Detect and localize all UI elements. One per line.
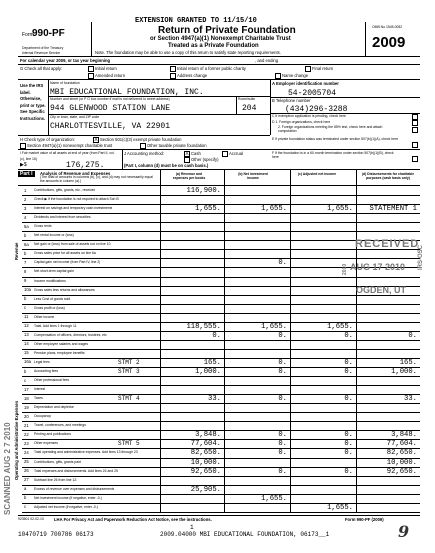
statement-ref: STMT 4 xyxy=(118,395,140,403)
ein-value[interactable]: 54-2005704 xyxy=(288,89,337,98)
cell-col-c[interactable]: 0. xyxy=(344,331,353,340)
form-label: Form xyxy=(22,32,34,38)
line-number: 3 xyxy=(24,205,27,211)
cell-col-a[interactable]: 118,555. xyxy=(186,322,221,331)
street-label: Number and street (or P O box number if mail is not delivered to street address) xyxy=(50,97,170,101)
section-501c3-label: Section 501(c)(3) exempt private foundation xyxy=(100,137,182,142)
name-label: Name of foundation xyxy=(50,81,80,85)
d1-foreign-label: D 1. Foreign organizations, check here xyxy=(272,120,331,124)
line-number: b xyxy=(24,232,27,238)
line-number: 22 xyxy=(24,431,29,437)
line-number: 14 xyxy=(24,341,29,347)
d1-foreign-checkbox[interactable] xyxy=(412,120,418,126)
cell-col-b[interactable]: 0. xyxy=(278,440,287,449)
line-label: Gross sales price for all assets on line 6a xyxy=(34,251,96,256)
cell-col-d[interactable]: 92,650. xyxy=(386,467,417,476)
line-number: b xyxy=(24,368,27,374)
line-number: 25 xyxy=(24,459,29,464)
room-suite[interactable]: 204 xyxy=(242,104,257,113)
line-label: Net rental income or (loss) xyxy=(34,233,74,238)
cell-col-c[interactable]: 0. xyxy=(344,368,353,376)
line-number: 12 xyxy=(24,323,29,329)
revenue-side-label: Revenue xyxy=(14,242,19,260)
cell-col-b[interactable]: 1,655. xyxy=(261,205,287,214)
line-label: Net gain or (loss) from sale of assets not on line 10 xyxy=(34,242,111,247)
accrual-checkbox[interactable] xyxy=(222,151,228,157)
other-method-label: Other (specify) xyxy=(191,157,219,162)
line-number: b xyxy=(24,296,27,302)
line-label: Travel, conferences, and meetings xyxy=(34,423,86,428)
line-number: c xyxy=(24,305,27,311)
c-exemption-label: C If exemption application is pending, check here xyxy=(272,114,346,118)
cell-col-b[interactable]: 0. xyxy=(278,331,287,340)
line-label: Adjusted net income (if negative, enter -0-) xyxy=(34,504,99,509)
line-label: Legal fees xyxy=(34,359,50,364)
line-number: 4 xyxy=(24,214,27,220)
col-d-header: (d) Disbursements for charitable purposes (cash basis only) xyxy=(361,172,415,180)
cell-col-c[interactable]: 1,655. xyxy=(327,322,353,331)
final-return-checkbox[interactable] xyxy=(305,66,311,72)
line-number: 13 xyxy=(24,332,29,338)
ein-label: A Employer identification number xyxy=(272,81,339,86)
line-number: 17 xyxy=(24,386,29,392)
line-number: 8 xyxy=(24,268,27,274)
cell-col-c[interactable]: 0. xyxy=(344,440,353,449)
line-number: 10a xyxy=(24,287,31,293)
d2-foreign-checkbox[interactable] xyxy=(412,127,418,133)
form-note: Note. The foundation may be able to use a copy of this return to satisfy state reporting requirements. xyxy=(95,50,281,55)
statement-ref: STMT 3 xyxy=(118,368,140,375)
line-label: Taxes xyxy=(34,396,43,401)
e-terminated-checkbox[interactable] xyxy=(412,142,418,148)
lha-notice: LHA For Privacy Act and Paperwork Reduction Act Notice, see the instructions. xyxy=(54,517,212,522)
line-label: Interest xyxy=(34,387,46,392)
line-label: Printing and publications xyxy=(34,432,71,437)
line-number: 23 xyxy=(24,440,29,446)
cell-col-c[interactable]: 0. xyxy=(344,395,353,404)
line-number: 5a xyxy=(24,223,29,229)
cell-col-d[interactable]: STATEMENT 1 xyxy=(369,205,417,214)
line-number: 1 xyxy=(24,187,27,193)
line-label: Total. Add lines 1 through 11 xyxy=(34,323,77,328)
line-label: Other employee salaries and wages xyxy=(34,341,89,346)
dept-treasury: Department of the Treasury xyxy=(22,46,64,50)
line-label: Less Cost of goods sold xyxy=(34,296,71,301)
city-state-zip[interactable]: CHARLOTTESVILLE, VA 22901 xyxy=(50,122,171,131)
city-label: City or town, state, and ZIP code xyxy=(50,115,100,119)
d2-foreign-label: 2. Foreign organizations meeting the 85% test, check here and attach computation xyxy=(278,125,383,133)
line-label: Total operating and administrative expenses. Add lines 13 through 23 xyxy=(34,450,138,455)
line-number: 26 xyxy=(24,468,29,474)
line-number: 18 xyxy=(24,395,29,401)
initial-return-label: Initial return xyxy=(95,66,117,71)
cell-col-c[interactable]: 0. xyxy=(344,449,353,458)
foundation-name[interactable]: MBI EDUCATIONAL FOUNDATION, INC. xyxy=(50,88,204,97)
part1-heading: Analysis of Revenue and Expenses xyxy=(40,171,111,176)
statement-ref: STMT 2 xyxy=(118,358,140,366)
initial-return-checkbox[interactable] xyxy=(88,66,94,72)
initial-former-checkbox[interactable] xyxy=(170,66,176,72)
cell-col-d[interactable]: 1,000. xyxy=(391,368,417,376)
line-number: a xyxy=(24,486,27,492)
f-termination-label: F If the foundation is in a 60-month termination under section 507(b)(1)(B), check here xyxy=(272,151,394,160)
line-number: 7 xyxy=(24,259,27,265)
street-address[interactable]: 944 GLENWOOD STATION LANE xyxy=(50,104,171,113)
line-label: Subtract line 26 from line 12: xyxy=(34,477,78,482)
line-label: Net short-term capital gain xyxy=(34,269,74,274)
footer-code: 923501 02-02-10 xyxy=(18,517,44,521)
line-label: Contributions, gifts, grants, etc., received xyxy=(34,188,96,192)
cell-col-d[interactable]: 3,848. xyxy=(391,431,417,440)
barcode-line-right: 2009.04000 MBI EDUCATIONAL FOUNDATION, 06173__1 xyxy=(160,531,330,538)
cell-col-c[interactable]: 1,655. xyxy=(327,503,353,512)
cell-col-c[interactable]: 0. xyxy=(344,358,353,367)
cell-col-b[interactable]: 0. xyxy=(278,431,287,440)
cell-col-d[interactable]: 33. xyxy=(404,395,417,404)
line-label: Contributions, gifts, grants paid xyxy=(34,459,81,464)
cell-col-d[interactable]: 82,650. xyxy=(386,449,417,458)
cell-col-a[interactable]: 77,604. xyxy=(190,440,221,449)
line-label: Depreciation and depletion xyxy=(34,405,75,410)
received-date-stamp: AUG 17 2010 xyxy=(350,262,406,272)
cash-checkbox[interactable]: X xyxy=(185,151,189,157)
line-label: Gross sales less returns and allowances xyxy=(34,287,95,292)
page: EXTENSION GRANTED TO 11/15/10 Form 990-PF Return of Private Foundation or Section 4947(a)(1) Nonexempt Charitable Trust Treated as a Private Foundation Department of the Treasury Internal Revenue Service Note. The foundation may be able to use a copy of this return to satisfy state reporting requirements. OMB No 1545-0052 2009 For calendar year 2009, or tax year beginning , and ending G Check all that apply: Initial return Initial return of a former public charity Final return Amended return Address change Name change Use the IRS label. Otherwise, print or type. See Specific Instructions. Name of foundation MBI EDUCATIONAL FOUNDATION, INC. Number and street (or P O box number if mail is not delivered to street address) Room/suite 944 GLENWOOD STATION LANE 204 City or town, state, and ZIP code CHARLOTTESVILLE, VA 22901 A Employer identification number 54-2005704 B Telephone number (434)296-3288 C If exemption application is pending, check here D 1. Foreign organizations, check here 2. Foreign organizations meeting the 85% test, check here and attach computation H Check type of organization: X Section 501(c)(3) exempt private foundation Section 4947(a)(1) nonexempt charitable trust Other taxable private foundation E If private foundation status was terminated under section 507(b)(1)(A), check here I Fair market value of all assets at end of year (from Part II, col. (c), line 16) ▶$ 176,275. J Accounting method: X Cash Accrual Other (specify) (Part I, column (d) must be on cash basis.) F If the foundation is in a 60-month termination under section 507(b)(1)(B), check here Part I Analysis of Revenue and Expenses (The total of amounts in columns (b), (c), and (d) may not necessarily equal the amounts in column (a).) (a) Revenue and expenses per books (b) Net investment income (c) Adjusted net income (d) Disbursements for charitable purposes (cash basis only) Revenue Operating and Administrative Expenses 1 Contributions, gifts, grants, etc., received 116,900. 2 Check ▶ if the foundation is not required to attach Sch B 3 Interest on savings and temporary cash investments 1,655. 1,655. 1,655. STATEMENT 1 4 Dividends and interest from securities 5a Gross rents b Net rental income or (loss) 6a Net gain or (loss) from sale of assets not on line 10 b Gross sales price for all assets on line 6a 7 Capital gain net income (from Part IV, line 2) 0. 8 Net short-term capital gain 9 Income modifications 10a Gross sales less returns and allowances b Less Cost of goods sold c Gross profit or (loss) 11 Other income 12 Total. Add lines 1 through 11 118,555. 1,655. 1,655. 13 Compensation of officers, directors, trustees, etc 0. 0. 0. 0. 14 Other employee salaries and wages 15 Pension plans, employee benefits 16a Legal fees STMT 2 165. 0. 0. 165. b Accounting fees STMT 3 1,000. 0. 0. 1,000. c Other professional fees 17 Interest 18 Taxes STMT 4 33. 0. 0. 33. 19 Depreciation and depletion 20 Occupancy 21 Travel, conferences, and meetings 22 Printing and publications 3,848. 0. 0. 3,848. 23 Other expenses STMT 5 77,604. 0. 0. 77,604. 24 Total operating and administrative expenses. Add lines 13 through 23 82,650. 0. 0. 82,650. 25 Contributions, gifts, grants paid 10,000. 10,000. 26 Total expenses and disbursements. Add lines 24 and 25 92,650. 0. 0. 92,650. 27 Subtract line 26 from line 12: a Excess of revenue over expenses and disbursements 25,905. b Net investment income (if negative, enter -0-) 1,655. c Adjusted net income (if negative, enter -0-) 1,655. RECEIVED AUG 17 2010 OGDEN, UT IRS-OSC 2010 SCANNED AUG 2 7 2010 9 923501 02-02-10 LHA For Privacy Act and Paperwork Reduction Act Notice, see the instructions. Form 990-PF (2009) 1 10470719 700786 06173 2009.04000 MBI EDUCATIONAL FOUNDATION, 06173__1 xyxy=(3,17,424,541)
cell-col-a[interactable]: 33. xyxy=(208,395,221,404)
initial-former-label: Initial return of a former public charity xyxy=(177,66,246,71)
final-return-label: Final return xyxy=(312,66,334,71)
line-number: 24 xyxy=(24,449,29,455)
line-number: 27 xyxy=(24,477,29,483)
and-ending: , and ending xyxy=(255,58,279,63)
col-c-header: (c) Adjusted net income xyxy=(297,172,337,176)
line-label: Occupancy xyxy=(34,414,51,419)
line-number: 9 xyxy=(24,278,27,283)
handwritten-mark: 9 xyxy=(398,522,410,541)
cell-col-a[interactable]: 3,848. xyxy=(195,431,221,440)
line-number: 15 xyxy=(24,350,29,356)
cell-col-b[interactable]: 1,655. xyxy=(261,322,287,331)
cell-col-b[interactable]: 0. xyxy=(278,449,287,458)
page-number: 1 xyxy=(190,524,194,531)
cell-col-a[interactable]: 0. xyxy=(212,331,221,340)
line-number: 19 xyxy=(24,404,29,410)
line-number: c xyxy=(24,504,27,510)
omb-number: OMB No 1545-0052 xyxy=(372,25,403,29)
line-label: Dividends and interest from securities xyxy=(34,215,91,220)
fmv-value[interactable]: 176,275. xyxy=(66,161,105,170)
cell-col-b[interactable]: 0. xyxy=(278,358,287,367)
cell-col-b[interactable]: 0. xyxy=(278,368,287,376)
line-number: b xyxy=(24,250,27,256)
line-label: Net investment income (if negative, enter -0-) xyxy=(34,495,102,500)
cell-col-a[interactable]: 92,650. xyxy=(190,467,221,476)
address-change-label: Address change xyxy=(177,73,208,78)
other-taxable-label: Other taxable private foundation xyxy=(147,143,207,148)
f-termination-checkbox[interactable] xyxy=(412,156,418,162)
line-label: Income modifications xyxy=(34,278,66,283)
line-label: Gross profit or (loss) xyxy=(34,305,65,310)
cell-col-a[interactable]: 10,000. xyxy=(190,458,221,467)
side-code-stamp: 2010 xyxy=(342,263,348,275)
line-number: b xyxy=(24,495,27,501)
cell-col-d[interactable]: 165. xyxy=(399,358,417,367)
line-number: 21 xyxy=(24,422,29,428)
cell-col-d[interactable]: 0. xyxy=(408,331,417,340)
form-subtitle: or Section 4947(a)(1) Nonexempt Charitable Trust xyxy=(150,36,291,42)
line-label: Other income xyxy=(34,314,55,319)
irs-osc-stamp: IRS-OSC xyxy=(418,244,424,270)
j-accounting-label: J Accounting method: xyxy=(124,151,165,156)
line-label: Pension plans, employee benefits xyxy=(34,350,85,355)
amended-return-label: Amended return xyxy=(95,73,126,78)
line-number: 20 xyxy=(24,413,29,419)
cell-col-a[interactable]: 82,650. xyxy=(190,449,221,458)
col-b-header: (b) Net investment income xyxy=(238,172,268,180)
cell-col-a[interactable]: 116,900. xyxy=(186,187,221,195)
part1-heading-note: (The total of amounts in columns (b), (c), and (d) may not necessarily equal the amounts in column (a).) xyxy=(40,175,153,183)
scanned-stamp: SCANNED AUG 2 7 2010 xyxy=(3,422,12,515)
form-number: 990-PF xyxy=(32,28,65,39)
line-number: 11 xyxy=(24,314,29,320)
phone-label: B Telephone number xyxy=(272,98,311,103)
room-label: Room/suite xyxy=(238,97,256,101)
section-4947-label: Section 4947(a)(1) nonexempt charitable trust xyxy=(27,143,113,148)
cell-col-b[interactable]: 0. xyxy=(278,467,287,476)
cell-col-b[interactable]: 0. xyxy=(278,395,287,404)
line-label: Total expenses and disbursements. Add lines 24 and 25 xyxy=(34,468,118,473)
section-501c3-checkbox[interactable]: X xyxy=(94,137,98,143)
g-check-label: G Check all that apply: xyxy=(20,66,63,71)
extension-notice: EXTENSION GRANTED TO 11/15/10 xyxy=(135,17,257,25)
line-label: Accounting fees xyxy=(34,369,59,373)
line-number: 2 xyxy=(24,196,27,202)
cell-col-d[interactable]: 10,000. xyxy=(386,458,417,467)
irs-label-instructions: Use the IRS label. Otherwise, print or type. See Specific Instructions. xyxy=(20,83,46,121)
accrual-label: Accrual xyxy=(229,151,243,156)
e-terminated-label: E If private foundation status was terminated under section 507(b)(1)(A), check here xyxy=(272,137,399,141)
barcode-line-left: 10470719 700786 06173 xyxy=(18,531,94,538)
phone-value[interactable]: (434)296-3288 xyxy=(285,105,348,114)
line-number: 16a xyxy=(24,359,31,365)
tax-year: 2009 xyxy=(372,34,406,51)
received-stamp: RECEIVED xyxy=(355,238,420,250)
cell-col-b[interactable]: 0. xyxy=(278,259,287,268)
expenses-side-label: Operating and Administrative Expenses xyxy=(14,400,19,480)
cell-col-c[interactable]: 1,655. xyxy=(327,205,353,214)
i-fmv-label: I Fair market value of all assets at end of year (from Part II, col. (c), line 16) xyxy=(20,151,115,161)
ogden-stamp: OGDEN, UT xyxy=(356,285,407,295)
name-change-label: Name change xyxy=(282,73,309,78)
line-number: c xyxy=(24,377,27,383)
form-title: Return of Private Foundation xyxy=(158,25,296,36)
line-label: Other professional fees xyxy=(34,378,70,383)
line-label: Excess of revenue over expenses and disbursements xyxy=(34,486,115,491)
h-type-label: H Check type of organization: xyxy=(20,137,75,142)
cell-col-d[interactable]: 77,604. xyxy=(386,440,417,449)
cell-col-a[interactable]: 1,000. xyxy=(195,368,221,376)
line-number: 6a xyxy=(24,241,29,247)
calendar-year: For calendar year 2009, or tax year beginning xyxy=(20,58,111,63)
line-label: Other expenses xyxy=(34,441,58,446)
cash-label: Cash xyxy=(191,151,201,156)
cell-col-a[interactable]: 165. xyxy=(203,358,221,367)
part-note: (Part I, column (d) must be on cash basis.) xyxy=(124,163,209,168)
form-reference: Form 990-PF (2009) xyxy=(345,517,384,522)
statement-ref: STMT 5 xyxy=(118,440,140,448)
line-label: Interest on savings and temporary cash investments xyxy=(34,206,113,211)
col-a-header: (a) Revenue and expenses per books xyxy=(172,172,206,180)
line-label: Gross rents xyxy=(34,224,52,229)
cell-col-b[interactable]: 1,655. xyxy=(261,494,287,503)
cell-col-a[interactable]: 1,655. xyxy=(195,205,221,214)
cell-col-c[interactable]: 0. xyxy=(344,467,353,476)
line-label: Check ▶ if the foundation is not required to attach Sch B xyxy=(34,197,119,202)
cell-col-c[interactable]: 0. xyxy=(344,431,353,440)
dept-irs: Internal Revenue Service xyxy=(22,51,61,55)
part1-label: Part I xyxy=(20,171,33,177)
cell-col-a[interactable]: 25,905. xyxy=(190,485,221,494)
line-label: Compensation of officers, directors, trustees, etc xyxy=(34,332,107,337)
line-label: Capital gain net income (from Part IV, line 2) xyxy=(34,260,101,265)
form-subtitle-2: Treated as a Private Foundation xyxy=(168,43,259,49)
